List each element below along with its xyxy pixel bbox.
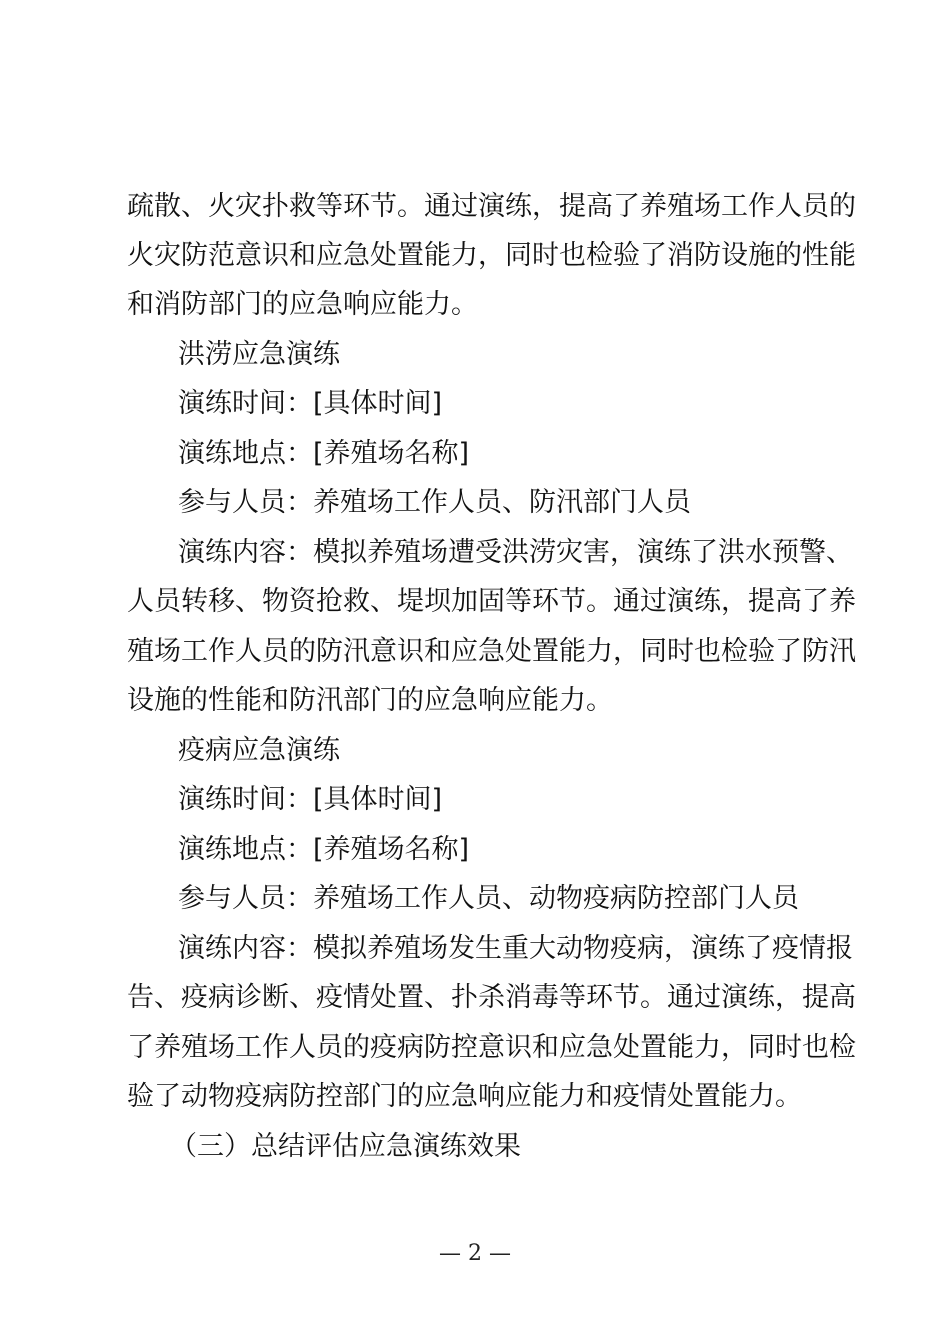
text-line: 设施的性能和防汛部门的应急响应能力。 (127, 685, 613, 716)
page-number: — 2 — (439, 1241, 511, 1266)
drill-content: 演练内容：模拟养殖场发生重大动物疫病，演练了疫情报 (178, 933, 853, 964)
text-line: 疏散、火灾扑救等环节。通过演练，提高了养殖场工作人员的 (127, 191, 856, 222)
drill-location: 演练地点：[养殖场名称] (178, 834, 470, 865)
text-line: 火灾防范意识和应急处置能力，同时也检验了消防设施的性能 (127, 240, 856, 271)
drill-participants: 参与人员：养殖场工作人员、防汛部门人员 (178, 487, 691, 518)
text-line: 和消防部门的应急响应能力。 (127, 289, 478, 320)
text-line: 人员转移、物资抢救、堤坝加固等环节。通过演练，提高了养 (127, 586, 856, 617)
drill-time: 演练时间：[具体时间] (178, 388, 443, 419)
drill-participants: 参与人员：养殖场工作人员、动物疫病防控部门人员 (178, 883, 799, 914)
section-heading-flood: 洪涝应急演练 (178, 339, 340, 370)
drill-location: 演练地点：[养殖场名称] (178, 438, 470, 469)
drill-content: 演练内容：模拟养殖场遭受洪涝灾害，演练了洪水预警、 (178, 537, 853, 568)
section-heading-epidemic: 疫病应急演练 (178, 735, 340, 766)
text-line: 验了动物疫病防控部门的应急响应能力和疫情处置能力。 (127, 1081, 802, 1112)
subsection-heading: （三）总结评估应急演练效果 (170, 1131, 521, 1162)
text-line: 告、疫病诊断、疫情处置、扑杀消毒等环节。通过演练，提高 (127, 982, 856, 1013)
text-line: 殖场工作人员的防汛意识和应急处置能力，同时也检验了防汛 (127, 636, 856, 667)
drill-time: 演练时间：[具体时间] (178, 784, 443, 815)
text-line: 了养殖场工作人员的疫病防控意识和应急处置能力，同时也检 (127, 1032, 856, 1063)
